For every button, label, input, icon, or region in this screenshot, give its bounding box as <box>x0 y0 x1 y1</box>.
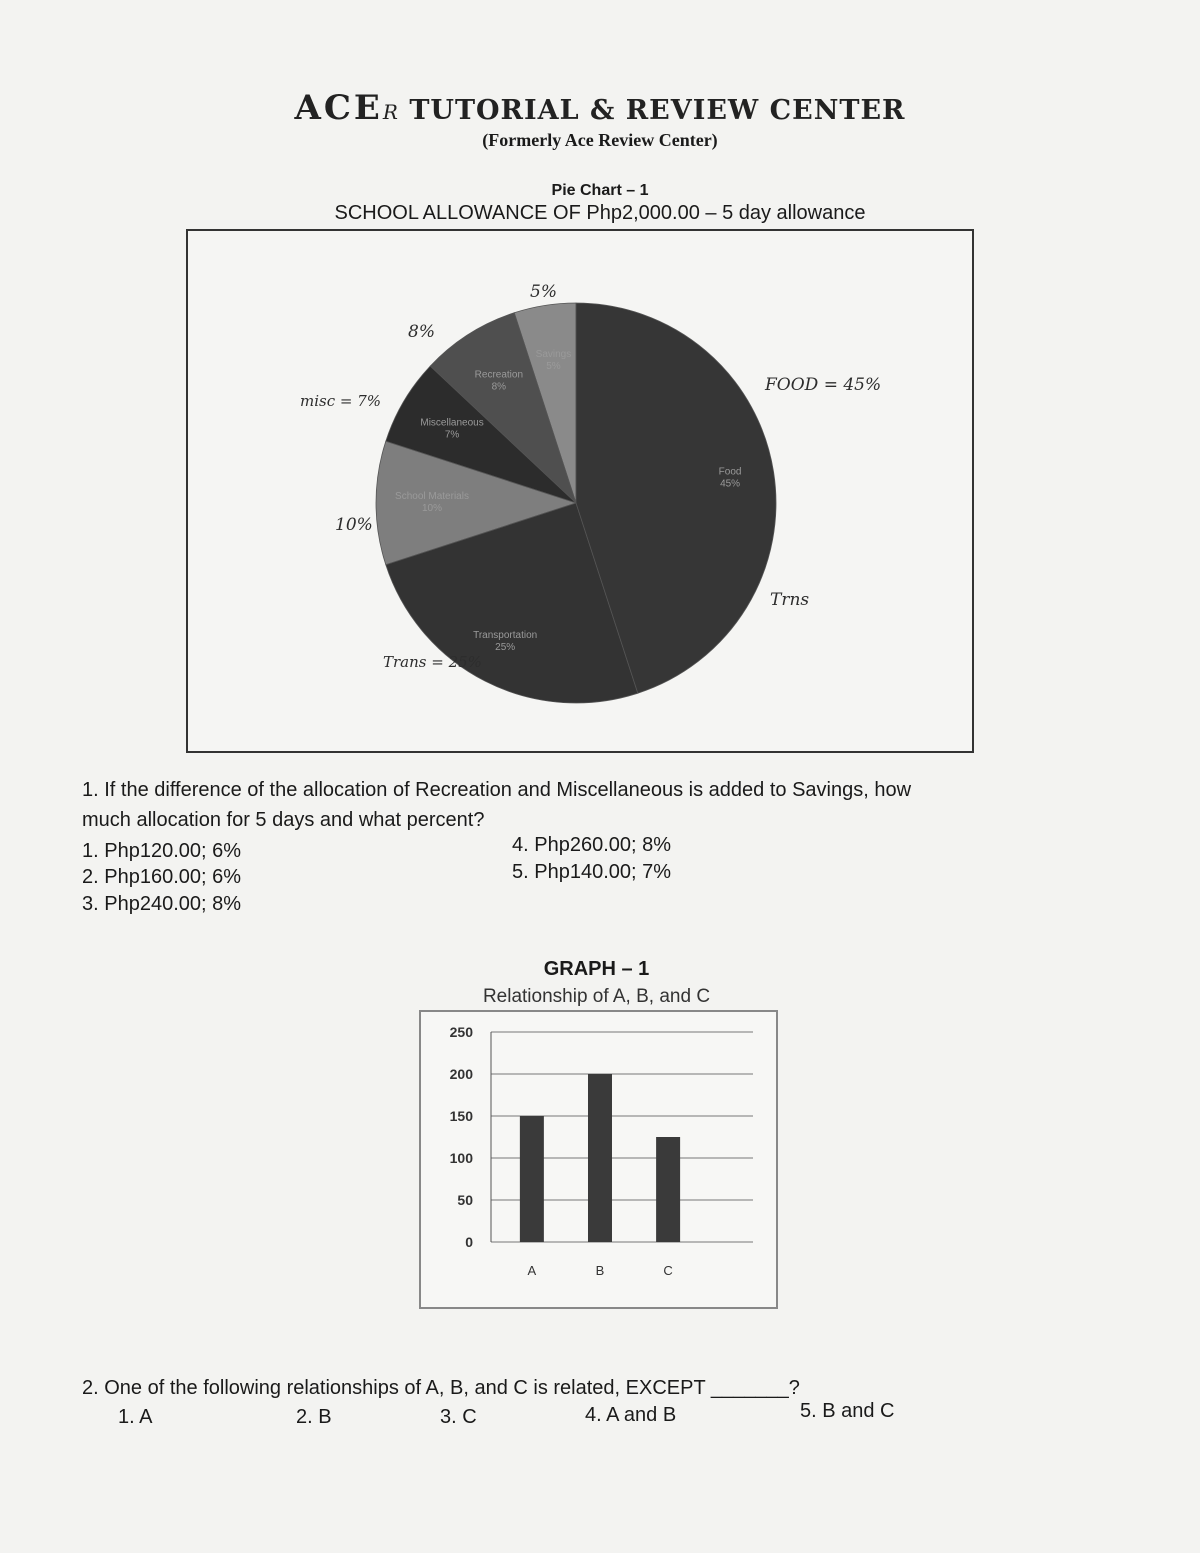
q2-option-4: 4. A and B <box>585 1404 677 1426</box>
pie-label-miscellaneous: Miscellaneous 7% <box>420 417 484 441</box>
y-tick-label: 150 <box>449 1108 473 1124</box>
hand-note-trans: Trns <box>770 590 810 610</box>
bar-c <box>656 1137 680 1242</box>
hand-note-misc: misc = 7% <box>300 392 382 410</box>
y-tick-label: 250 <box>449 1024 473 1040</box>
q1-option-2: 2. Php160.00; 6% <box>82 866 242 888</box>
q2-option-1: 1. A <box>118 1406 153 1428</box>
x-tick-label: A <box>527 1263 537 1278</box>
pie-label-savings: Savings 5% <box>535 348 572 372</box>
x-tick-label: C <box>663 1263 673 1278</box>
bar-a <box>520 1116 544 1242</box>
q1-option-5: 5. Php140.00; 7% <box>512 861 672 883</box>
q2-option-3: 3. C <box>440 1406 477 1428</box>
bar-b <box>588 1074 612 1242</box>
y-tick-label: 100 <box>449 1150 473 1166</box>
pie-label-recreation: Recreation 8% <box>474 369 524 393</box>
hand-note-food: FOOD = 45% <box>765 375 882 395</box>
hand-note-recreation: 8% <box>408 322 435 342</box>
q1-option-4: 4. Php260.00; 8% <box>512 834 672 856</box>
q2-option-5: 5. B and C <box>800 1400 895 1422</box>
pie-chart-frame <box>186 229 974 753</box>
graph-title: Relationship of A, B, and C <box>482 986 711 1007</box>
center-subtitle: (Formerly Ace Review Center) <box>482 130 718 150</box>
x-tick-label: B <box>595 1263 605 1278</box>
q1-option-1: 1. Php120.00; 6% <box>82 840 242 862</box>
graph-caption: GRAPH – 1 <box>543 958 650 980</box>
pie-chart-caption: Pie Chart – 1 <box>551 182 649 199</box>
hand-note-school: 10% <box>335 515 373 535</box>
y-tick-label: 0 <box>465 1234 473 1250</box>
q2-option-2: 2. B <box>296 1406 332 1428</box>
bar-chart-frame <box>419 1010 778 1309</box>
q1-option-3: 3. Php240.00; 8% <box>82 893 242 915</box>
bar-chart <box>421 1012 776 1307</box>
y-tick-label: 200 <box>449 1066 473 1082</box>
center-title <box>0 88 1200 128</box>
pie-label-food: Food 45% <box>718 466 742 490</box>
pie-label-transportation: Transportation 25% <box>473 629 538 653</box>
logo-ace: ACE <box>294 88 383 128</box>
y-tick-label: 50 <box>457 1192 473 1208</box>
question-1-line-1: 1. If the difference of the allocation of Recreation and Miscellaneous is added to Savings, how <box>82 779 912 801</box>
pie-label-school-materials: School Materials 10% <box>395 491 469 514</box>
center-name: TUTORIAL & REVIEW CENTER <box>409 95 906 126</box>
question-2-text: 2. One of the following relationships of A, B, and C is related, EXCEPT _______? <box>82 1377 800 1399</box>
hand-note-savings: 5% <box>530 282 557 302</box>
logo-r: R <box>382 100 399 124</box>
pie-chart-title: SCHOOL ALLOWANCE OF Php2,000.00 – 5 day allowance <box>334 202 866 224</box>
pie-chart <box>188 231 972 751</box>
hand-note-trans-percent: Trans = 25% <box>383 653 482 671</box>
question-1-line-2: much allocation for 5 days and what percent? <box>82 809 485 831</box>
